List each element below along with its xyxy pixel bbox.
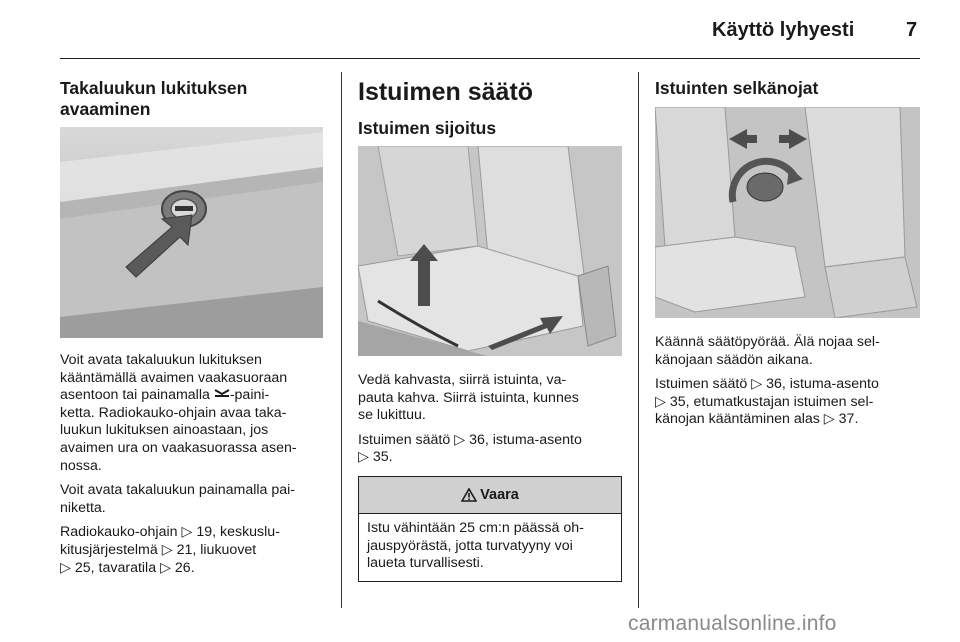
warning-text: Istu vähintään 25 cm:n päässä oh- jauspyörästä, jotta turvatyyny voi laueta turvallisesti. <box>367 520 584 572</box>
figure-backrest-adjustment <box>655 107 920 318</box>
section-subtitle-seat-position: Istuimen sijoitus <box>358 118 497 138</box>
column-divider-1 <box>341 72 342 608</box>
warning-box <box>358 476 622 582</box>
warning-header <box>359 477 621 514</box>
page-ref-icon[interactable]: ▷ <box>181 524 193 541</box>
header-title: Käyttö lyhyesti <box>712 19 855 41</box>
paragraph-references: Istuimen säätö ▷ 36, istuma-asento ▷ 35, etumatkustajan istuimen sel- känojan kääntäminen alas ▷ 37. <box>655 376 879 428</box>
page-ref-icon[interactable]: ▷ <box>454 431 466 448</box>
warning-title: Vaara <box>480 487 519 503</box>
paragraph: Käännä säätöpyörää. Älä nojaa sel- känojaan säädön aikana. <box>655 334 880 368</box>
column-tailgate <box>60 78 326 120</box>
page-ref-icon[interactable]: ▷ <box>60 559 71 576</box>
figure-seat-position <box>358 146 622 356</box>
page-number: 7 <box>906 19 918 41</box>
figure-tailgate-lock <box>60 127 323 338</box>
column-seat-adjustment <box>358 78 624 139</box>
column-divider-2 <box>638 72 639 608</box>
backrests-text <box>655 334 921 429</box>
page-ref-icon[interactable]: ▷ <box>751 376 763 393</box>
tailgate-text <box>60 352 326 577</box>
paragraph: Voit avata takaluukun lukituksen kääntämällä avaimen vaakasuoraan asentoon tai painamalla -paini- ketta. Radiokauko-ohjain avaa taka- luukun lukituksen ainoastaan, jos avaimen ura on vaakasuorassa asen- nossa. <box>60 352 297 474</box>
header-divider <box>60 58 920 59</box>
section-title-seat: Istuimen säätö <box>358 78 534 106</box>
page-ref-icon[interactable]: ▷ <box>358 449 369 466</box>
paragraph-references: Radiokauko-ohjain ▷ 19, keskuslu- kitusjärjestelmä ▷ 21, liukuovet ▷ 25, tavaratila ▷ 26. <box>60 524 280 576</box>
seat-position-text <box>358 372 624 467</box>
page-ref-icon[interactable]: ▷ <box>160 559 171 576</box>
page-ref-icon[interactable]: ▷ <box>655 393 666 410</box>
paragraph: Vedä kahvasta, siirrä istuinta, va- pauta kahva. Siirrä istuinta, kunnes se lukittuu. <box>358 372 579 424</box>
heading-line: avaaminen <box>60 99 151 119</box>
column-seat-backrests <box>655 78 921 99</box>
section-heading-tailgate <box>60 78 326 120</box>
heading-line: Takaluukun lukituksen <box>60 78 248 98</box>
watermark: carmanualsonline.info <box>628 612 837 635</box>
tailgate-button-icon <box>214 388 230 400</box>
paragraph: Voit avata takaluukun painamalla pai- niketta. <box>60 482 296 516</box>
page-ref-icon[interactable]: ▷ <box>161 541 173 558</box>
section-heading-backrests: Istuinten selkänojat <box>655 78 819 98</box>
paragraph-references: Istuimen säätö ▷ 36, istuma-asento ▷ 35. <box>358 431 582 466</box>
warning-triangle-icon <box>461 488 477 502</box>
page-ref-icon[interactable]: ▷ <box>823 411 835 428</box>
